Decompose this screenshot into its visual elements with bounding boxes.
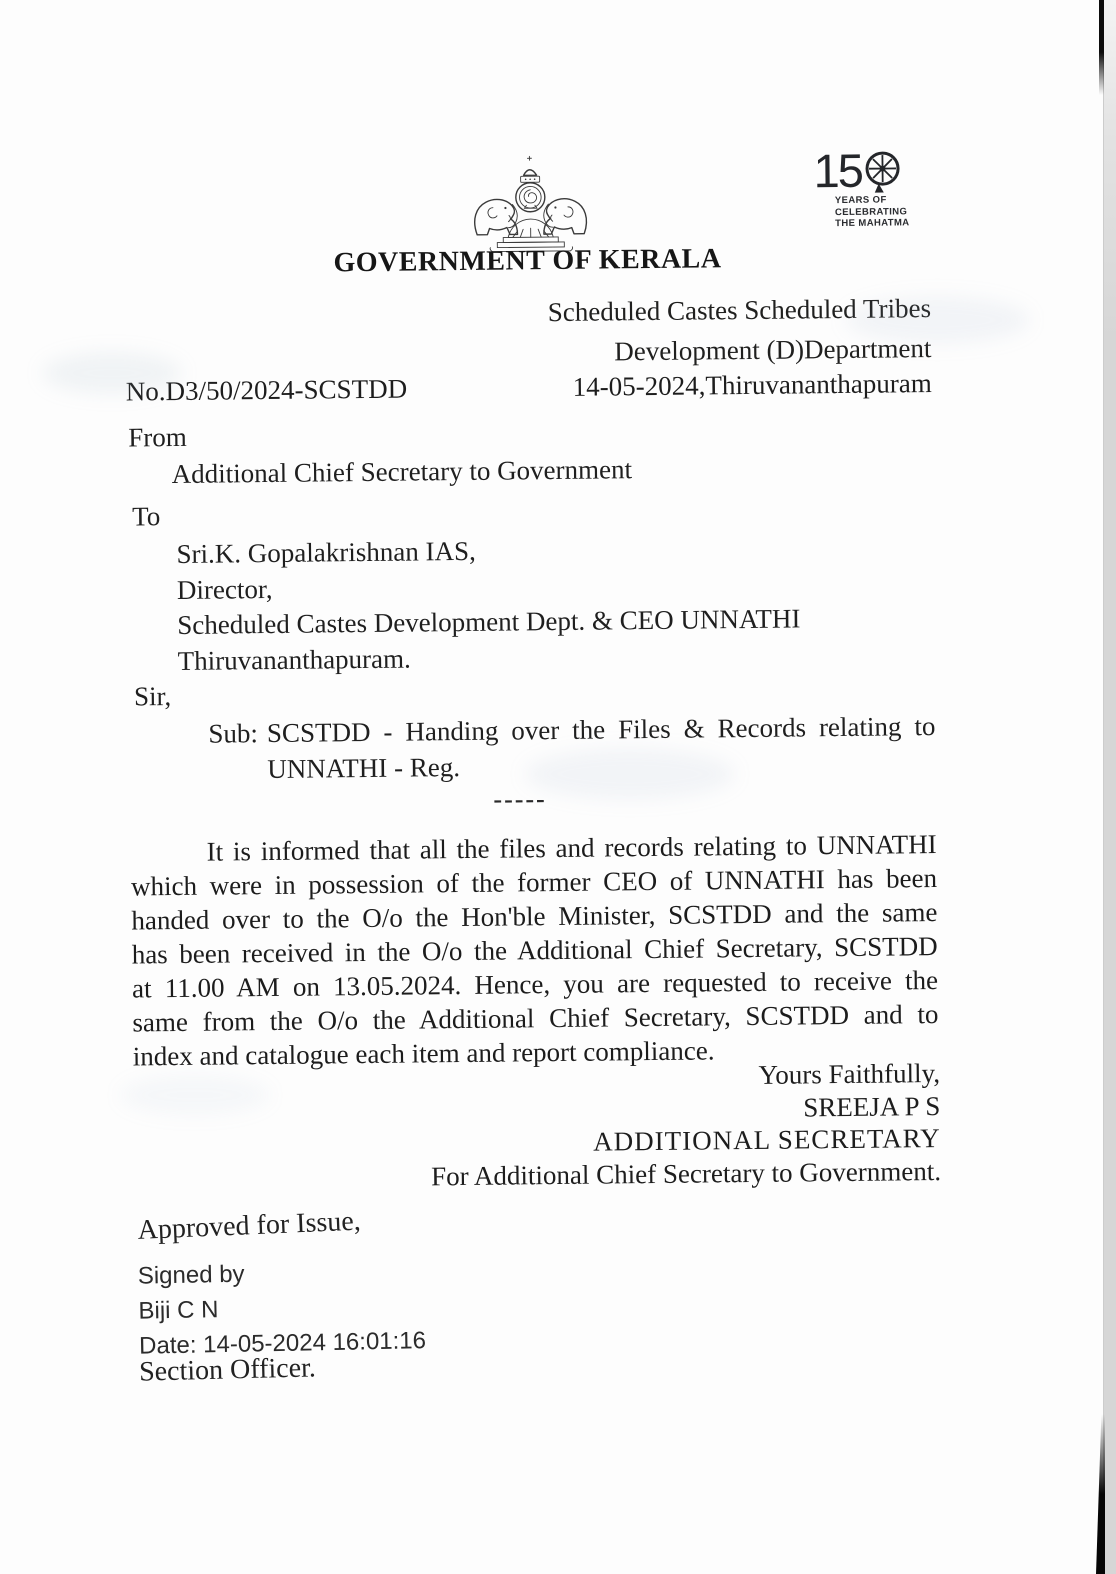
from-label: From — [128, 421, 187, 453]
department-name — [125, 288, 932, 376]
section-officer-designation: Section Officer. — [138, 1352, 317, 1388]
letter-body — [130, 827, 938, 1073]
body-line: It is informed that all the files and records relating to UNNATHI — [206, 829, 937, 867]
body-line: has been received in the O/o the Additional Chief Secretary, SCSTDD — [131, 931, 938, 970]
file-number: No.D3/50/2024-SCSTDD — [125, 373, 408, 407]
subject-line-2: UNNATHI - Reg. — [267, 752, 461, 785]
mahatma-150-logo — [813, 143, 934, 230]
valediction: Yours Faithfully, — [758, 1058, 941, 1090]
logo-150-number: 15 — [813, 143, 863, 198]
digital-signature-stamp — [137, 1253, 426, 1363]
kerala-state-emblem-icon — [461, 152, 600, 255]
salutation: Sir, — [133, 681, 172, 712]
signed-by-label: Signed by — [137, 1260, 245, 1290]
body-line: same from the O/o the Additional Chief Secretary, SCSTDD and to — [132, 999, 939, 1038]
scan-edge-line-top — [1099, 0, 1104, 95]
closing-block — [133, 1057, 941, 1195]
body-line: index and catalogue each item and report compliance. — [132, 1035, 715, 1072]
subject-line-1: SCSTDD - Handing over the Files & Records relating to — [266, 711, 936, 749]
scan-edge-strip — [1103, 0, 1116, 1574]
body-line: which were in possession of the former CEO of UNNATHI has been — [130, 863, 938, 902]
separator-dashes: ----- — [493, 784, 547, 814]
charkha-wheel-icon — [863, 149, 903, 193]
addressee-designation: Director, — [176, 573, 273, 605]
addressee-block — [176, 530, 801, 679]
to-label: To — [131, 501, 161, 532]
body-line: at 11.00 AM on 13.05.2024. Hence, you are requested to receive the — [131, 965, 939, 1004]
signatory-on-behalf: For Additional Chief Secretary to Government. — [431, 1155, 942, 1191]
signer-name: Biji C N — [138, 1296, 219, 1325]
signatory-name: SREEJA P S — [803, 1090, 941, 1122]
subject-block — [208, 708, 936, 788]
addressee-place: Thiruvananthapuram. — [177, 643, 411, 676]
approved-for-issue: Approved for Issue, — [137, 1205, 362, 1246]
page-title: GOVERNMENT OF KERALA — [333, 243, 722, 279]
logo-150-caption-line: CELEBRATING — [834, 205, 908, 218]
department-line-2: Development (D)Department — [614, 333, 932, 367]
body-line: handed over to the O/o the Hon'ble Minister, SCSTDD and the same — [131, 897, 938, 936]
logo-150-caption-line: YEARS OF — [834, 194, 887, 207]
addressee-department: Scheduled Castes Development Dept. & CEO UNNATHI — [177, 603, 801, 640]
date-and-place: 14-05-2024,Thiruvananthapuram — [572, 368, 932, 402]
department-line-1: Scheduled Castes Scheduled Tribes — [547, 293, 932, 328]
subject-label: Sub: — [208, 718, 259, 749]
addressee-name: Sri.K. Gopalakrishnan IAS, — [176, 535, 476, 569]
signatory-designation: ADDITIONAL SECRETARY — [592, 1123, 941, 1157]
signature-date: Date: 14-05-2024 16:01:16 — [138, 1327, 427, 1360]
from-value: Additional Chief Secretary to Government — [171, 454, 633, 490]
logo-150-caption-line: THE MAHATMA — [835, 217, 910, 230]
